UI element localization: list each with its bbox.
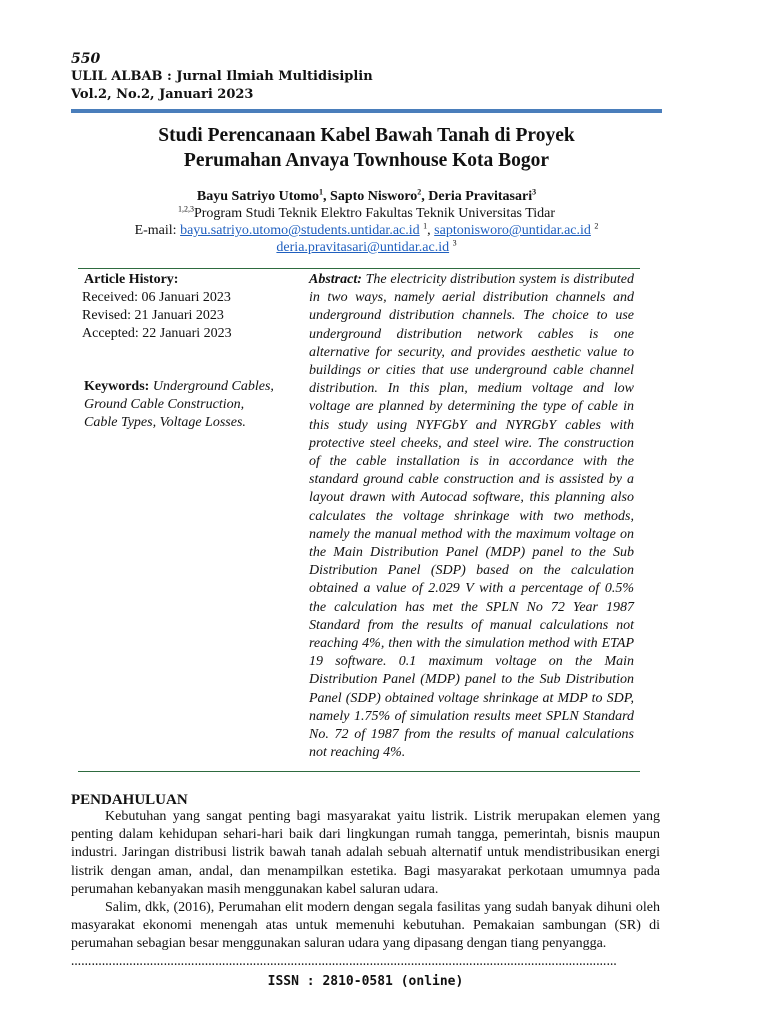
journal-name: ULIL ALBAB : Jurnal Ilmiah Multidisiplin [71, 69, 373, 84]
email-link-2[interactable]: saptonisworo@untidar.ac.id [434, 223, 591, 238]
title-line-1: Studi Perencanaan Kabel Bawah Tanah di Proyek [158, 125, 575, 146]
header-rule [71, 109, 662, 113]
email-1-sup: 1 [423, 221, 428, 231]
author-3-sup: 3 [532, 187, 537, 197]
abstract-label: Abstract: [309, 272, 362, 287]
author-2-sup: 2 [417, 187, 422, 197]
title-line-2: Perumahan Anvaya Townhouse Kota Bogor [183, 150, 550, 171]
keywords-block [84, 378, 274, 433]
abstract-text: The electricity distribution system is distributed in two ways, namely aerial distribution channels and underground distribution channels. The choice to use underground distribution network cables is one alternative for security, and provides aesthetic value to buildings or cities that use underground cable channel distribution. In this plan, medium voltage and low voltage are planned by determining the type of cable in this study using NYFGbY and NYRGbY cables with protective steel cheeks, and steel wire. The construction of the cable installation is in accordance with the standard ground cable construction and is assisted by a layout drawn with Autocad software, this planning also calculates the voltage shrinkage with two methods, namely the manual method with the maximum voltage on the Main Distribution Panel (MDP) panel to the Sub Distribution Panel (SDP) based on the calculation obtained a value of 2.029 V with a percentage of 0.5% the calculation has met the SPLN No 72 Year 1987 Standard from the results of manual calculations not reaching 4%, then with the simulation method with ETAP 19 software. 0.1 maximum voltage on the Main Distribution Panel (MDP) panel to the Sub Distribution Panel (SDP) obtained voltage shrinkage at MDP to SDP, namely 1.75% of simulation results meet SPLN Standard No. 72 of 1987 from the results of manual calculations not reaching 4%. [309, 272, 634, 761]
email-label: E-mail: [134, 223, 181, 238]
abstract-block [309, 271, 634, 762]
article-history [82, 271, 282, 343]
journal-volume: Vol.2, No.2, Januari 2023 [71, 87, 254, 102]
section-body [71, 808, 660, 954]
author-2: Sapto Nisworo [330, 189, 418, 204]
info-table-top-rule [78, 268, 640, 269]
article-history-heading: Article History: [84, 272, 179, 287]
email-3-sup: 3 [452, 238, 457, 248]
footer-dotted-rule: …………………………………………………………………………………………………………………………………………… [71, 958, 617, 968]
issn-footer: ISSN : 2810-0581 (online) [267, 974, 464, 989]
affiliation [71, 205, 662, 223]
accepted-date: Accepted: 22 Januari 2023 [82, 326, 232, 341]
received-date: Received: 06 Januari 2023 [82, 290, 231, 305]
paper-title [71, 123, 662, 173]
author-list [71, 188, 662, 206]
affiliation-text: Program Studi Teknik Elektro Fakultas Teknik Universitas Tidar [193, 206, 556, 221]
section-heading: PENDAHULUAN [71, 792, 188, 808]
keywords-label: Keywords: [84, 379, 150, 394]
paragraph: Salim, dkk, (2016), Perumahan elit modern dengan segala fasilitas yang sudah banyak dihuni oleh masyarakat ekonomi menengah atas untuk memenuhi kebutuhan. Pemakaian sambungan (SR) di perumahan sebagian besar menggunakan saluran udara yang dipasang dengan tiang penyangga. [71, 900, 660, 952]
author-3: Deria Pravitasari [428, 189, 533, 204]
page-number: 550 [71, 51, 101, 67]
revised-date: Revised: 21 Januari 2023 [82, 308, 224, 323]
author-1-sup: 1 [319, 187, 324, 197]
affiliation-sup: 1,2,3 [177, 204, 194, 214]
info-table-bottom-rule [78, 771, 640, 772]
email-link-3[interactable]: deria.pravitasari@untidar.ac.id [276, 240, 450, 255]
email-2-sup: 2 [594, 221, 599, 231]
paragraph: Kebutuhan yang sangat penting bagi masyarakat yaitu listrik. Listrik merupakan elemen yang penting dalam kehidupan sehari-hari baik dari lingkungan rumah tangga, pemerintah, bisnis maupun industri. Jaringan distribusi listrik bawah tanah adalah sebuah alternatif untuk mendistribusikan energi listrik dengan aman, andal, dan menampilkan estetika. Bagi masyarakat perkotaan umumnya pada perumahan kebanyakan masih menggunakan kabel saluran udara. [71, 809, 660, 897]
running-header [71, 50, 373, 104]
email-link-1[interactable]: bayu.satriyo.utomo@students.untidar.ac.id [180, 223, 420, 238]
email-block: E-mail: bayu.satriyo.utomo@students.untidar.ac.id $^1$, saptonisworo@untidar.ac.id $^2$ deria.pravitasari@untidar.ac.id $^3$ [134, 221, 599, 255]
author-separator: , [421, 189, 429, 204]
author-1: Bayu Satriyo Utomo [196, 189, 320, 204]
keywords-text: Underground Cables, Ground Cable Construction, Cable Types, Voltage Losses. [84, 379, 274, 431]
author-separator: , [323, 189, 331, 204]
